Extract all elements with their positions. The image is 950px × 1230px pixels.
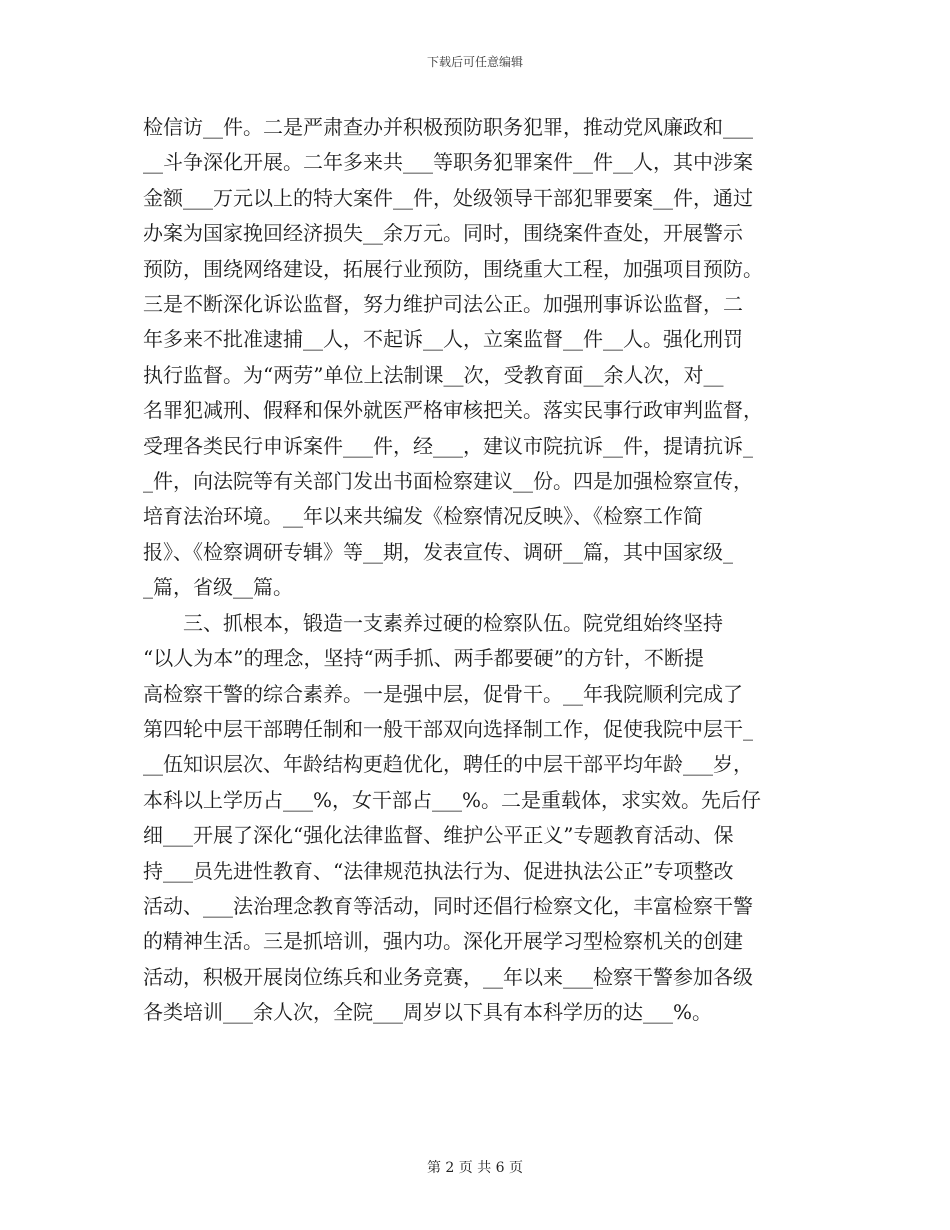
text-line: 三是不断深化诉讼监督，努力维护司法公正。加强刑事诉讼监督，二 — [143, 292, 743, 317]
page-number: 第 2 页 共 6 页 — [426, 1160, 524, 1176]
text-line: 活动，积极开展岗位练兵和业务竞赛，__年以来___检察干警参加各级 — [143, 964, 753, 989]
text-line: 本科以上学历占___%，女干部占___%。二是重载体，求实效。先后仔 — [143, 787, 762, 812]
text-line: “以人为本”的理念，坚持“两手抓、两手都要硬”的方针，不断提 — [143, 646, 704, 671]
paragraph-1 — [143, 110, 807, 606]
text-line: 预防，围绕网络建设，拓展行业预防，围绕重大工程，加强项目预防。 — [143, 256, 763, 281]
text-line: 三、抓根本，锻造一支素养过硬的检察队伍。院党组始终坚持 — [183, 610, 723, 635]
text-line: 第四轮中层干部聘任制和一般干部双向选择制工作，促使我院中层干_ — [143, 716, 753, 741]
text-line: _件，向法院等有关部门发出书面检察建议__份。四是加强检察宣传， — [143, 469, 753, 494]
text-line: 持___员先进性教育、“法律规范执法行为、促进执法公正”专项整改 — [143, 858, 734, 883]
text-line: __伍知识层次、年龄结构更趋优化，聘任的中层干部平均年龄___岁， — [143, 752, 753, 777]
text-line: 培育法治环境。__年以来共编发《检察情况反映》、《检察工作简 — [143, 504, 703, 529]
text-line: 细___开展了深化“强化法律监督、维护公平正义”专题教育活动、保 — [143, 823, 734, 848]
page-header: 下载后可任意编辑 — [426, 55, 523, 69]
text-line: 受理各类民行申诉案件___件，经___，建议市院抗诉__件，提请抗诉_ — [143, 433, 753, 458]
text-line: 报》、《检察调研专辑》等__期，发表宣传、调研__篇，其中国家级_ — [143, 539, 733, 564]
paragraph-2 — [143, 606, 807, 1031]
text-line: _篇，省级__篇。 — [143, 575, 293, 600]
text-line: 的精神生活。三是抓培训，强内功。深化开展学习型检察机关的创建 — [143, 929, 743, 954]
text-line: 名罪犯减刑、假释和保外就医严格审核把关。落实民事行政审判监督， — [143, 398, 763, 423]
text-line: 高检察干警的综合素养。一是强中层，促骨干。__年我院顺利完成了 — [143, 681, 743, 706]
text-line: 办案为国家挽回经济损失__余万元。同时，围绕案件查处，开展警示 — [143, 221, 743, 246]
text-line: 活动、___法治理念教育等活动，同时还倡行检察文化，丰富检察干警 — [143, 893, 753, 918]
document-body — [143, 110, 807, 1031]
text-line: 年多来不批准逮捕__人，不起诉__人，立案监督__件__人。强化刑罚 — [143, 327, 743, 352]
text-line: 执行监督。为“两劳”单位上法制课__次，受教育面__余人次，对__ — [143, 362, 724, 387]
text-line: 检信访__件。二是严肃查办并积极预防职务犯罪，推动党风廉政和___ — [143, 115, 753, 139]
text-line: __斗争深化开展。二年多来共___等职务犯罪案件__件__人，其中涉案 — [143, 150, 753, 175]
text-line: 金额___万元以上的特大案件__件，处级领导干部犯罪要案__件，通过 — [143, 185, 753, 210]
text-line: 各类培训___余人次，全院___周岁以下具有本科学历的达___%。 — [143, 1000, 713, 1025]
